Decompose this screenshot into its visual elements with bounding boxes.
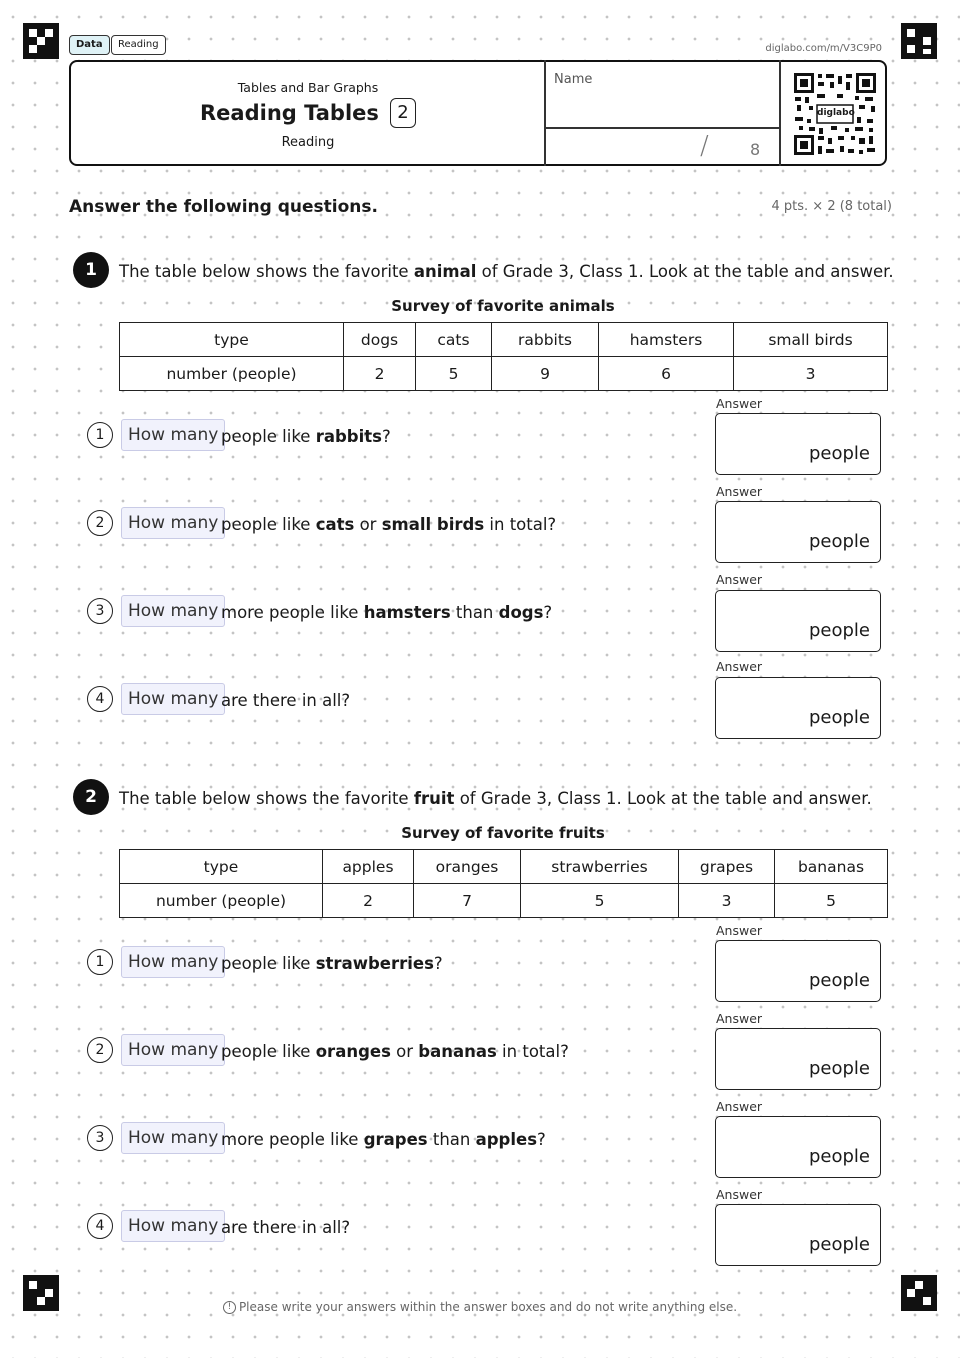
corner-marker-top-left: [23, 23, 59, 59]
question-text: [221, 954, 443, 973]
worksheet-url: diglabo.com/m/V3C9P0: [765, 43, 882, 54]
corner-marker-top-right: [901, 23, 937, 59]
question-text: [221, 1130, 546, 1149]
answer-box[interactable]: [715, 1204, 881, 1266]
answer-label: Answer: [716, 484, 763, 499]
question-keyword: bananas: [418, 1042, 497, 1061]
question-number: 1: [87, 949, 113, 975]
table-title: Survey of favorite animals: [391, 297, 615, 315]
section-intro: [119, 262, 894, 281]
answer-unit: people: [808, 443, 870, 464]
footer-note: [0, 1300, 960, 1314]
intro-keyword: fruit: [413, 789, 455, 808]
table-cell: hamsters: [599, 323, 734, 357]
question-keyword: cats: [315, 515, 355, 534]
question-text-part: people like: [221, 1042, 316, 1061]
question-number: 4: [87, 686, 113, 712]
table-cell: dogs: [344, 323, 416, 357]
worksheet-number: 2: [390, 98, 416, 128]
table-cell: type: [120, 323, 344, 357]
how-many-chip: How many: [121, 419, 225, 451]
question-text-part: ?: [543, 603, 553, 622]
question-text-part: ?: [381, 427, 391, 446]
question-text-part: are there in all?: [221, 1218, 351, 1237]
instructions: Answer the following questions.: [69, 197, 378, 217]
question-number: 3: [87, 598, 113, 624]
answer-unit: people: [808, 531, 870, 552]
tag-data: Data: [69, 35, 110, 55]
name-field[interactable]: [546, 92, 778, 126]
worksheet-title: Reading Tables: [200, 101, 379, 125]
table-cell: number (people): [120, 884, 323, 918]
section-number: 2: [73, 779, 109, 815]
answer-unit: people: [808, 1058, 870, 1079]
how-many-chip: How many: [121, 507, 225, 539]
points-info: 4 pts. × 2 (8 total): [771, 199, 892, 214]
how-many-chip: How many: [121, 595, 225, 627]
question-keyword: strawberries: [315, 954, 434, 973]
answer-label: Answer: [716, 396, 763, 411]
qr-logo: diglabo: [817, 108, 855, 118]
question-text-part: ?: [433, 954, 443, 973]
table-cell: 3: [679, 884, 775, 918]
question-number: 1: [87, 422, 113, 448]
question-number: 4: [87, 1213, 113, 1239]
question-text-part: than: [450, 603, 499, 622]
table-title: Survey of favorite fruits: [401, 824, 605, 842]
table-cell: grapes: [679, 850, 775, 884]
table-cell: 2: [323, 884, 414, 918]
table-cell: bananas: [775, 850, 888, 884]
table-cell: 5: [775, 884, 888, 918]
question-text-part: than: [427, 1130, 476, 1149]
table-cell: strawberries: [521, 850, 679, 884]
answer-label: Answer: [716, 923, 763, 938]
how-many-chip: How many: [121, 1034, 225, 1066]
question-keyword: dogs: [498, 603, 544, 622]
question-text: [221, 603, 552, 622]
intro-keyword: animal: [413, 262, 477, 281]
intro-text: of Grade 3, Class 1. Look at the table and answer.: [454, 789, 872, 808]
table-cell: 5: [416, 357, 492, 391]
table-cell: 5: [521, 884, 679, 918]
question-text-part: are there in all?: [221, 691, 351, 710]
question-number: 3: [87, 1125, 113, 1151]
table-value-row: [120, 884, 888, 918]
answer-box[interactable]: [715, 501, 881, 563]
question-number: 2: [87, 510, 113, 536]
table-cell: number (people): [120, 357, 344, 391]
question-text: [221, 515, 556, 534]
question-text-part: more people like: [221, 603, 364, 622]
answer-unit: people: [808, 1146, 870, 1167]
table-cell: apples: [323, 850, 414, 884]
table-cell: 3: [734, 357, 888, 391]
intro-text: The table below shows the favorite: [119, 262, 414, 281]
worksheet-subtitle: Tables and Bar Graphs: [237, 80, 379, 95]
header-divider: [779, 60, 781, 166]
how-many-chip: How many: [121, 946, 225, 978]
question-keyword: small birds: [381, 515, 485, 534]
answer-box[interactable]: [715, 1116, 881, 1178]
survey-table: [119, 849, 888, 918]
answer-unit: people: [808, 1234, 870, 1255]
answer-label: Answer: [716, 1011, 763, 1026]
answer-box[interactable]: [715, 1028, 881, 1090]
table-cell: oranges: [414, 850, 521, 884]
answer-label: Answer: [716, 1187, 763, 1202]
answer-box[interactable]: [715, 413, 881, 475]
question-text-part: or: [354, 515, 382, 534]
section-number: 1: [73, 252, 109, 288]
table-cell: small birds: [734, 323, 888, 357]
question-text-part: ?: [537, 1130, 546, 1149]
table-cell: 2: [344, 357, 416, 391]
question-text: [221, 1218, 350, 1237]
question-text-part: people like: [221, 515, 316, 534]
section-intro: [119, 789, 872, 808]
survey-table: [119, 322, 888, 391]
question-keyword: oranges: [315, 1042, 391, 1061]
question-text: [221, 427, 391, 446]
question-keyword: grapes: [363, 1130, 428, 1149]
intro-text: The table below shows the favorite: [119, 789, 414, 808]
table-cell: rabbits: [492, 323, 599, 357]
question-text: [221, 1042, 569, 1061]
question-text-part: in total?: [484, 515, 557, 534]
answer-unit: people: [808, 707, 870, 728]
question-text: [221, 691, 350, 710]
table-value-row: [120, 357, 888, 391]
name-label: Name: [554, 72, 593, 87]
table-cell: 9: [492, 357, 599, 391]
question-keyword: hamsters: [363, 603, 451, 622]
table-cell: cats: [416, 323, 492, 357]
question-text-part: people like: [221, 427, 316, 446]
info-icon: !: [223, 1301, 236, 1314]
question-text-part: people like: [221, 954, 316, 973]
answer-unit: people: [808, 970, 870, 991]
header-divider: [545, 127, 779, 129]
score-slash: /: [700, 131, 709, 161]
table-header-row: [120, 323, 888, 357]
answer-unit: people: [808, 620, 870, 641]
question-keyword: rabbits: [315, 427, 382, 446]
intro-text: of Grade 3, Class 1. Look at the table and answer.: [476, 262, 894, 281]
answer-box[interactable]: [715, 590, 881, 652]
table-cell: 7: [414, 884, 521, 918]
table-header-row: [120, 850, 888, 884]
tag-reading: Reading: [111, 35, 166, 55]
how-many-chip: How many: [121, 1210, 225, 1242]
worksheet-mode: Reading: [281, 135, 335, 150]
table-cell: type: [120, 850, 323, 884]
answer-label: Answer: [716, 1099, 763, 1114]
question-number: 2: [87, 1037, 113, 1063]
question-text-part: more people like: [221, 1130, 364, 1149]
score-total: 8: [750, 140, 761, 159]
question-text-part: or: [390, 1042, 419, 1061]
question-text-part: in total?: [496, 1042, 569, 1061]
footer-text: Please write your answers within the answer boxes and do not write anything else.: [238, 1300, 738, 1314]
answer-box[interactable]: [715, 940, 881, 1002]
answer-box[interactable]: [715, 677, 881, 739]
answer-label: Answer: [716, 659, 763, 674]
how-many-chip: How many: [121, 1122, 225, 1154]
answer-label: Answer: [716, 572, 763, 587]
how-many-chip: How many: [121, 683, 225, 715]
question-keyword: apples: [475, 1130, 538, 1149]
table-cell: 6: [599, 357, 734, 391]
worksheet-title-row: [72, 98, 544, 128]
